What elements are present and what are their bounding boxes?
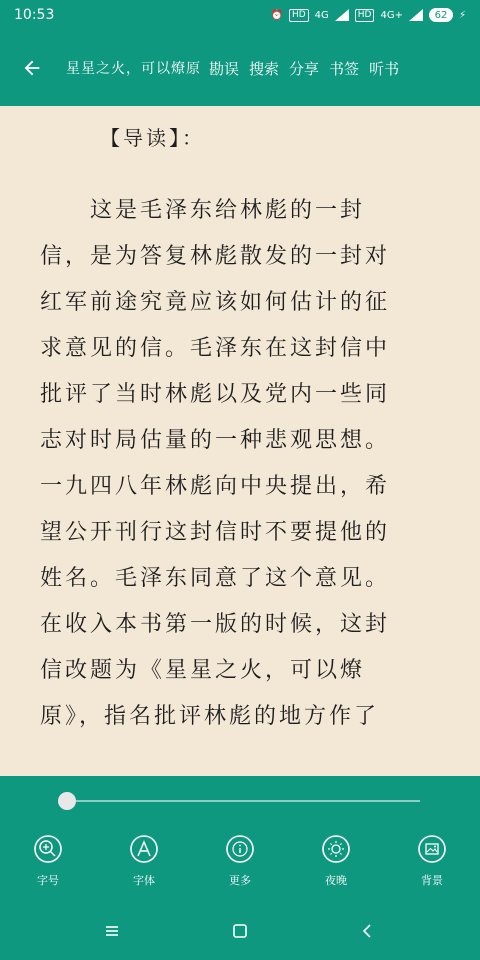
status-bar	[0, 0, 480, 30]
battery-icon: 62	[429, 8, 453, 22]
background-label: 背景	[421, 874, 443, 887]
content-line: 在收入本书第一版的时候，这封	[40, 612, 391, 637]
content-line: 求意见的信。毛泽东在这封信中	[40, 336, 391, 361]
content-text	[40, 188, 440, 740]
more-button[interactable]	[205, 834, 275, 888]
content-line: 信改题为《星星之火，可以燎	[40, 658, 366, 683]
sim1-hd-badge: HD	[289, 9, 309, 22]
font-icon	[129, 834, 159, 864]
background-button[interactable]	[397, 834, 467, 888]
font-family-button[interactable]	[109, 834, 179, 888]
night-mode-label: 夜晚	[325, 874, 347, 887]
menu-icon	[103, 922, 121, 940]
content-line: 一九四八年林彪向中央提出，希	[40, 474, 391, 499]
status-icons	[270, 8, 466, 22]
content-line: 信，是为答复林彪散发的一封对	[40, 244, 391, 269]
info-icon	[225, 834, 255, 864]
status-time: 10:53	[14, 7, 55, 23]
back-nav-button[interactable]	[352, 915, 384, 947]
bookmark-button[interactable]: 书签	[329, 59, 360, 78]
content-line: 原》，指名批评林彪的地方作了	[40, 704, 380, 729]
book-title: 星星之火，可以燎原	[66, 61, 201, 77]
night-mode-button[interactable]	[301, 834, 371, 888]
content-line: 红军前途究竟应该如何估计的征	[40, 290, 391, 315]
sim1-network: 4G	[314, 9, 329, 21]
progress-slider-thumb[interactable]	[58, 792, 76, 810]
home-square-icon	[231, 922, 249, 940]
top-actions	[209, 58, 399, 79]
sim2-hd-badge: HD	[355, 9, 375, 22]
content-line: 望公开刊行这封信时不要提他的	[40, 520, 391, 545]
content-line: 批评了当时林彪以及党内一些同	[40, 382, 391, 407]
reader-top-bar	[0, 30, 480, 106]
image-icon	[417, 834, 447, 864]
sun-icon	[321, 834, 351, 864]
share-button[interactable]: 分享	[289, 59, 320, 78]
alarm-icon: ⏰	[270, 9, 283, 21]
progress-slider-track[interactable]	[66, 800, 420, 802]
toolbar-row	[0, 834, 480, 888]
signal-icon-2	[409, 9, 423, 21]
content-line: 志对时局估量的一种悲观思想。	[40, 428, 391, 453]
charging-icon: ⚡	[458, 9, 466, 21]
reader-bottom-panel	[0, 776, 480, 902]
system-nav-bar	[0, 902, 480, 960]
errata-button[interactable]: 勘误	[209, 59, 240, 78]
content-line: 姓名。毛泽东同意了这个意见。	[40, 566, 391, 591]
menu-button[interactable]	[96, 915, 128, 947]
content-line: 这是毛泽东给林彪的一封	[40, 198, 366, 223]
reading-area[interactable]	[0, 106, 480, 776]
search-button[interactable]: 搜索	[249, 59, 280, 78]
font-size-label: 字号	[37, 874, 59, 887]
sim2-network: 4G+	[380, 9, 403, 21]
zoom-icon	[33, 834, 63, 864]
font-family-label: 字体	[133, 874, 155, 887]
back-button[interactable]	[10, 46, 54, 90]
guide-title: 【导读】：	[100, 126, 205, 150]
back-arrow-icon	[21, 57, 43, 79]
home-button[interactable]	[224, 915, 256, 947]
font-size-button[interactable]	[13, 834, 83, 888]
more-label: 更多	[229, 874, 251, 887]
listen-button[interactable]: 听书	[369, 59, 400, 78]
signal-icon	[335, 9, 349, 21]
chevron-left-icon	[359, 922, 377, 940]
